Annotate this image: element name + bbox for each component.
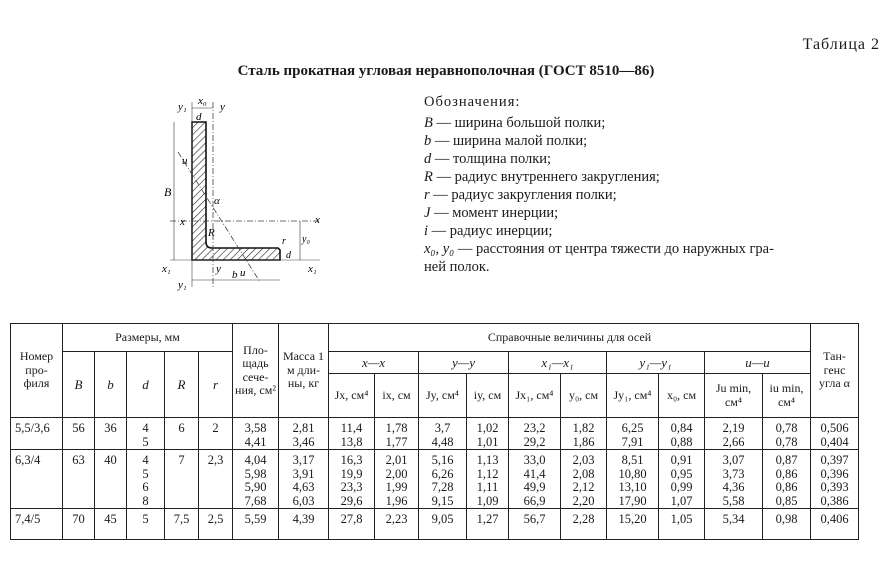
- header-B: B: [63, 352, 95, 418]
- cell-b: 45: [95, 509, 127, 540]
- cell-b: 40: [95, 450, 127, 509]
- cell-value: 4: [142, 453, 149, 467]
- cell-value: 5: [142, 434, 149, 449]
- cell-r: 7: [165, 450, 199, 509]
- cell-value: 17,90: [618, 493, 647, 508]
- cell-value: 5,59: [244, 512, 267, 526]
- cell-value: 2,08: [572, 466, 595, 481]
- cell-value: 27,8: [340, 512, 363, 526]
- cell-value: 0,95: [670, 466, 693, 481]
- cell-b: 56: [63, 418, 95, 450]
- cell-profile: 6,3/4: [11, 450, 63, 509]
- cell-value: 6,25: [621, 421, 644, 435]
- cell-value: 5,16: [431, 453, 454, 467]
- cell-value: 0,404: [820, 434, 849, 449]
- angle-profile-shape: [192, 122, 280, 260]
- cell-value: 1,07: [670, 493, 693, 508]
- table-number: Таблица 2: [802, 36, 880, 53]
- cell-value: 2,66: [722, 434, 745, 449]
- cell-profile: 5,5/3,6: [11, 418, 63, 450]
- label-u-top: u: [182, 155, 188, 167]
- cell-value: 29,2: [523, 434, 546, 449]
- notation-line: d — толщина полки;: [424, 151, 552, 167]
- notation-heading: Обозначения:: [424, 94, 521, 110]
- cell-value: 5,58: [722, 493, 745, 508]
- label-r: r: [282, 236, 286, 247]
- cell-jy: [419, 509, 467, 540]
- notation-line: B — ширина большой полки;: [424, 115, 606, 131]
- cell-value: 2,28: [572, 512, 595, 526]
- cell-value: 2,81: [292, 421, 315, 435]
- cell-ix: [375, 450, 419, 509]
- cell-value: 1,01: [476, 434, 499, 449]
- cell-value: 33,0: [523, 453, 546, 467]
- cell-value: 1,77: [385, 434, 408, 449]
- label-x1-left: x₁: [162, 263, 171, 275]
- cell-b: 36: [95, 418, 127, 450]
- cell-value: 1,09: [476, 493, 499, 508]
- cell-jx1: [509, 509, 561, 540]
- label-b: b: [232, 269, 238, 281]
- table-row: [11, 509, 859, 540]
- label-y1-bottom: y₁: [178, 279, 187, 291]
- cell-mass: [279, 450, 329, 509]
- cell-jumin: [705, 509, 763, 540]
- cell-d: [127, 509, 165, 540]
- notation-legend: [424, 93, 884, 276]
- cell-value: 4,04: [244, 453, 267, 467]
- header-y0: y₀, см: [561, 374, 607, 418]
- cell-r: 2: [199, 418, 233, 450]
- cell-value: 5: [142, 466, 149, 481]
- header-axis-x1x1: x₁—x₁: [509, 352, 607, 374]
- notation-line: R — радиус внутреннего закругления;: [424, 169, 660, 185]
- cell-jy1: [607, 509, 659, 540]
- notation-line: r — радиус закругления полки;: [424, 187, 617, 203]
- header-Jx: Jx, см⁴: [329, 374, 375, 418]
- header-iu-min: iu min, см⁴: [763, 374, 811, 418]
- cell-value: 5: [142, 512, 149, 526]
- cell-value: 1,12: [476, 466, 499, 481]
- angle-steel-table: [10, 323, 859, 540]
- cell-value: 8,51: [621, 453, 644, 467]
- cell-value: 0,84: [670, 421, 693, 435]
- cell-tan: [811, 509, 859, 540]
- cell-x0: [659, 418, 705, 450]
- header-axis-uu: u—u: [705, 352, 811, 374]
- cell-value: 4,48: [431, 434, 454, 449]
- cell-value: 1,82: [572, 421, 595, 435]
- cell-y0: [561, 418, 607, 450]
- label-x1-right: x₁: [308, 263, 317, 275]
- label-x-right: x: [315, 214, 320, 226]
- cell-jy1: [607, 450, 659, 509]
- cell-value: 0,87: [775, 453, 798, 467]
- label-B: B: [164, 185, 172, 199]
- header-axis-xx: x—x: [329, 352, 419, 374]
- cell-jy: [419, 450, 467, 509]
- header-x0: x₀, см: [659, 374, 705, 418]
- label-R: R: [208, 227, 215, 239]
- cell-value: 3,73: [722, 466, 745, 481]
- header-d: d: [127, 352, 165, 418]
- cell-value: 0,396: [820, 466, 849, 481]
- angle-section-diagram: [150, 92, 340, 292]
- cell-value: 23,2: [523, 421, 546, 435]
- cell-value: 1,78: [385, 421, 408, 435]
- cell-jx: [329, 450, 375, 509]
- cell-value: 1,27: [476, 512, 499, 526]
- cell-value: 3,07: [722, 453, 745, 467]
- cell-iumin: [763, 450, 811, 509]
- cell-value: 5,34: [722, 512, 745, 526]
- cell-y0: [561, 509, 607, 540]
- cell-value: 0,88: [670, 434, 693, 449]
- notation-line: i — радиус инерции;: [424, 223, 553, 239]
- cell-value: 0,78: [775, 421, 798, 435]
- header-ix: ix, см: [375, 374, 419, 418]
- label-x-left: x: [180, 216, 185, 228]
- header-reference: Справочные величины для осей: [329, 324, 811, 352]
- cell-iumin: [763, 509, 811, 540]
- cell-area: [233, 418, 279, 450]
- cell-mass: [279, 509, 329, 540]
- cell-value: 9,15: [431, 493, 454, 508]
- cell-d: [127, 450, 165, 509]
- header-iy: iy, см: [467, 374, 509, 418]
- label-alpha: α: [214, 195, 220, 207]
- cell-iumin: [763, 418, 811, 450]
- cell-value: 2,00: [385, 466, 408, 481]
- cell-value: 3,17: [292, 453, 315, 467]
- cell-value: 1,11: [476, 480, 499, 494]
- cell-value: 13,10: [618, 480, 647, 494]
- cell-value: 0,406: [820, 512, 849, 526]
- label-d-right: d: [286, 250, 291, 261]
- cell-value: 6,03: [292, 493, 315, 508]
- cell-value: 4,41: [244, 434, 267, 449]
- cell-value: 11,4: [340, 421, 363, 435]
- table-row: [11, 418, 859, 450]
- cell-value: 3,46: [292, 434, 315, 449]
- label-y1-top: y₁: [178, 101, 187, 113]
- header-R: R: [165, 352, 199, 418]
- cell-value: 4,63: [292, 480, 315, 494]
- cell-r: 7,5: [165, 509, 199, 540]
- header-r: r: [199, 352, 233, 418]
- cell-value: 4,36: [722, 480, 745, 494]
- header-Ju-min: Ju min, см⁴: [705, 374, 763, 418]
- cell-jx1: [509, 450, 561, 509]
- cell-jumin: [705, 450, 763, 509]
- header-b: b: [95, 352, 127, 418]
- cell-value: 9,05: [431, 512, 454, 526]
- cell-value: 7,28: [431, 480, 454, 494]
- header-mass: Масса 1 м дли-ны, кг: [279, 324, 329, 418]
- cell-value: 6,26: [431, 466, 454, 481]
- cell-value: 1,86: [572, 434, 595, 449]
- cell-value: 6: [142, 480, 149, 494]
- cell-jy1: [607, 418, 659, 450]
- cell-value: 2,19: [722, 421, 745, 435]
- cell-value: 0,86: [775, 480, 798, 494]
- cell-ix: [375, 418, 419, 450]
- cell-value: 3,7: [434, 421, 451, 435]
- cell-value: 41,4: [523, 466, 546, 481]
- label-x0: x₀: [198, 95, 207, 107]
- cell-tan: [811, 450, 859, 509]
- cell-mass: [279, 418, 329, 450]
- cell-value: 66,9: [523, 493, 546, 508]
- cell-value: 1,02: [476, 421, 499, 435]
- cell-value: 29,6: [340, 493, 363, 508]
- cell-value: 1,05: [670, 512, 693, 526]
- cell-value: 5,98: [244, 466, 267, 481]
- header-Jy: Jy, см⁴: [419, 374, 467, 418]
- page-title: Сталь прокатная угловая неравнополочная (ГОСТ 8510—86): [237, 63, 655, 79]
- header-axis-yy: y—y: [419, 352, 509, 374]
- cell-value: 0,506: [820, 421, 849, 435]
- cell-value: 13,8: [340, 434, 363, 449]
- cell-value: 0,393: [820, 480, 849, 494]
- cell-value: 2,01: [385, 453, 408, 467]
- cell-area: [233, 450, 279, 509]
- label-y-bottom: y: [216, 263, 221, 275]
- cell-value: 4,39: [292, 512, 315, 526]
- cell-value: 4: [142, 421, 149, 435]
- cell-value: 3,58: [244, 421, 267, 435]
- cell-value: 0,86: [775, 466, 798, 481]
- cell-jx: [329, 418, 375, 450]
- cell-tan: [811, 418, 859, 450]
- cell-value: 0,98: [775, 512, 798, 526]
- cell-value: 0,91: [670, 453, 693, 467]
- cell-r: 6: [165, 418, 199, 450]
- cell-value: 23,3: [340, 480, 363, 494]
- cell-jy: [419, 418, 467, 450]
- cell-value: 19,9: [340, 466, 363, 481]
- cell-value: 49,9: [523, 480, 546, 494]
- cell-value: 15,20: [618, 512, 647, 526]
- label-y-top: y: [220, 101, 225, 113]
- notation-line: x₀, y₀ — расстояния от центра тяжести до наружных гра-: [424, 241, 774, 257]
- cell-value: 2,12: [572, 480, 595, 494]
- cell-value: 0,85: [775, 493, 798, 508]
- cell-b: 70: [63, 509, 95, 540]
- cell-value: 10,80: [618, 466, 647, 481]
- cell-value: 5,90: [244, 480, 267, 494]
- cell-x0: [659, 450, 705, 509]
- cell-value: 56,7: [523, 512, 546, 526]
- cell-value: 0,397: [820, 453, 849, 467]
- cell-b: 63: [63, 450, 95, 509]
- cell-iy: [467, 509, 509, 540]
- table-row: [11, 450, 859, 509]
- cell-area: [233, 509, 279, 540]
- cell-value: 8: [142, 493, 149, 508]
- notation-line: J — момент инерции;: [424, 205, 559, 221]
- cell-jx: [329, 509, 375, 540]
- cell-r: 2,3: [199, 450, 233, 509]
- cell-value: 0,386: [820, 493, 849, 508]
- cell-value: 2,03: [572, 453, 595, 467]
- cell-value: 2,23: [385, 512, 408, 526]
- cell-d: [127, 418, 165, 450]
- label-d-top: d: [196, 111, 202, 123]
- cell-value: 0,99: [670, 480, 693, 494]
- header-dimensions: Размеры, мм: [63, 324, 233, 352]
- notation-continuation: ней полок.: [424, 259, 490, 275]
- cell-jx1: [509, 418, 561, 450]
- notation-line: b — ширина малой полки;: [424, 133, 588, 149]
- cell-ix: [375, 509, 419, 540]
- cell-profile: 7,4/5: [11, 509, 63, 540]
- cell-value: 2,20: [572, 493, 595, 508]
- label-y0: y₀: [302, 234, 310, 245]
- header-Jy1: Jy₁, см⁴: [607, 374, 659, 418]
- cell-r: 2,5: [199, 509, 233, 540]
- label-u-bottom: u: [240, 267, 246, 279]
- header-Jx1: Jx₁, см⁴: [509, 374, 561, 418]
- cell-iy: [467, 418, 509, 450]
- header-axis-y1y1: y₁—y₁: [607, 352, 705, 374]
- cell-value: 0,78: [775, 434, 798, 449]
- header-profile: Номер про-филя: [11, 324, 63, 418]
- cell-value: 1,13: [476, 453, 499, 467]
- cell-x0: [659, 509, 705, 540]
- cell-value: 16,3: [340, 453, 363, 467]
- cell-value: 1,99: [385, 480, 408, 494]
- header-tangent: Тан-генс угла α: [811, 324, 859, 418]
- cell-value: 1,96: [385, 493, 408, 508]
- cell-jumin: [705, 418, 763, 450]
- cell-iy: [467, 450, 509, 509]
- cell-value: 3,91: [292, 466, 315, 481]
- cell-value: 7,91: [621, 434, 644, 449]
- cell-value: 7,68: [244, 493, 267, 508]
- header-area: Пло-щадь сече-ния, см²: [233, 324, 279, 418]
- cell-y0: [561, 450, 607, 509]
